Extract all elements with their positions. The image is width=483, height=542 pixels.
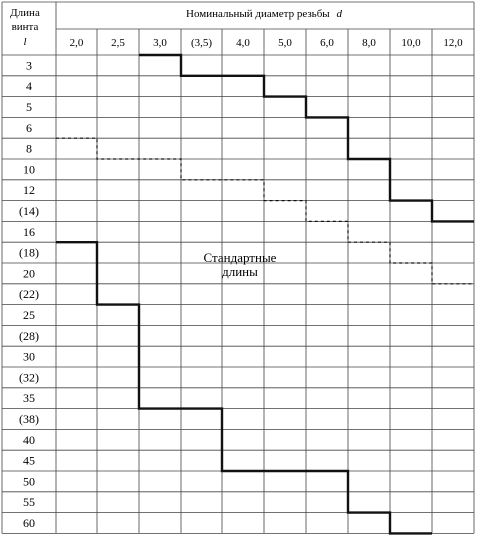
length-value: 20 — [23, 266, 35, 281]
length-value: 8 — [26, 141, 32, 156]
length-value: (28) — [19, 328, 39, 343]
length-value: 30 — [23, 349, 35, 364]
diameter-symbol: d — [336, 8, 342, 20]
diameter-header: 12,0 — [443, 37, 463, 49]
diameter-header: 8,0 — [362, 37, 376, 49]
diameter-header: 5,0 — [278, 37, 292, 49]
diameter-header: (3,5) — [190, 37, 213, 49]
length-symbol: l — [23, 36, 27, 48]
length-value: 35 — [23, 391, 35, 406]
diameter-header: 2,5 — [111, 37, 125, 49]
diameter-header: 10,0 — [401, 37, 421, 49]
diameter-headers — [70, 37, 464, 49]
length-value: (22) — [19, 287, 39, 302]
diameter-title — [186, 8, 342, 20]
length-value: (14) — [19, 204, 39, 218]
diameter-title-text: Номинальный диаметр резьбы — [186, 8, 330, 20]
length-value: 5 — [26, 100, 32, 114]
length-value: 4 — [26, 79, 32, 94]
length-value: (18) — [19, 245, 39, 260]
length-label-line1: Длина — [10, 7, 40, 19]
length-value: 60 — [23, 516, 35, 530]
length-value: 6 — [26, 120, 32, 135]
length-label-line2: винта — [11, 21, 39, 33]
length-value: 3 — [26, 58, 32, 73]
length-value: (32) — [19, 370, 39, 385]
length-value: 55 — [23, 495, 35, 510]
diameter-header: 6,0 — [320, 37, 334, 49]
length-value: (38) — [19, 412, 39, 426]
standard-lengths-label-line2: длины — [222, 264, 258, 279]
length-value: 40 — [23, 432, 35, 447]
length-value: 50 — [23, 474, 35, 489]
length-value: 10 — [23, 162, 35, 177]
standard-lengths-label-line1: Стандартные — [203, 250, 277, 265]
diameter-header: 4,0 — [236, 37, 250, 49]
length-column — [19, 58, 39, 530]
diameter-header: 2,0 — [69, 37, 84, 49]
length-value: 16 — [23, 224, 35, 239]
length-value: 12 — [23, 183, 35, 198]
length-value: 45 — [23, 453, 35, 468]
length-value: 25 — [23, 308, 35, 322]
diameter-header: 3,0 — [153, 37, 167, 49]
